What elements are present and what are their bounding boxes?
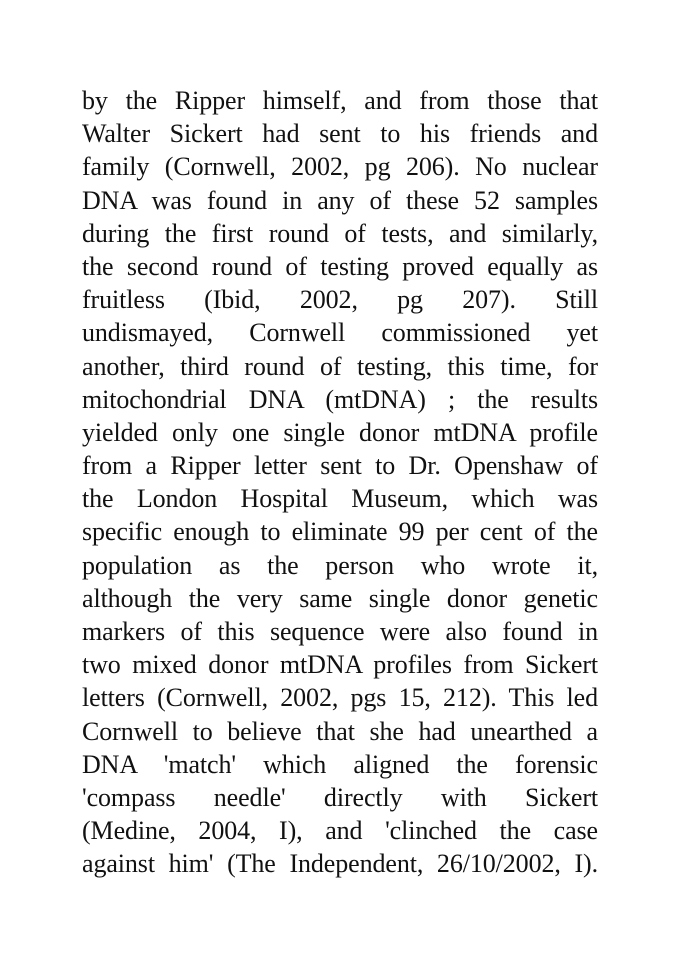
text-line: fruitless (Ibid, 2002, pg 207). Still: [82, 285, 598, 315]
text-line: during the first round of tests, and similarly,: [82, 218, 598, 248]
text-line: yielded only one single donor mtDNA profile: [82, 417, 598, 447]
text-line: Cornwell to believe that she had unearthed a: [82, 716, 598, 746]
text-line: the London Hospital Museum, which was: [82, 484, 598, 514]
text-line: by the Ripper himself, and from those that: [82, 86, 598, 115]
text-line: markers of this sequence were also found in: [82, 617, 598, 646]
text-line: family (Cornwell, 2002, pg 206). No nuclear: [82, 152, 598, 182]
text-line: undismayed, Cornwell commissioned yet: [82, 318, 598, 348]
text-line: DNA 'match' which aligned the forensic: [82, 749, 598, 779]
text-line: specific enough to eliminate 99 per cent of the: [82, 517, 598, 547]
text-line: Walter Sickert had sent to his friends and: [82, 119, 598, 149]
text-line: the second round of testing proved equally as: [82, 251, 598, 281]
text-line: letters (Cornwell, 2002, pgs 15, 212). This led: [82, 683, 598, 713]
text-line: mitochondrial DNA (mtDNA) ; the results: [82, 384, 598, 414]
text-line: (Medine, 2004, I), and 'clinched the case: [82, 816, 598, 846]
text-line: population as the person who wrote it,: [82, 550, 598, 580]
text-line: DNA was found in any of these 52 samples: [82, 185, 598, 215]
body-paragraph: [82, 84, 598, 881]
text-line: another, third round of testing, this time, for: [82, 351, 598, 381]
text-line: two mixed donor mtDNA profiles from Sickert: [82, 650, 598, 680]
text-line: 'compass needle' directly with Sickert: [82, 782, 598, 812]
text-line: although the very same single donor genetic: [82, 583, 598, 613]
text-line: against him' (The Independent, 26/10/2002, I).: [82, 849, 598, 879]
text-line: from a Ripper letter sent to Dr. Openshaw of: [82, 451, 598, 481]
document-page: [82, 84, 598, 881]
